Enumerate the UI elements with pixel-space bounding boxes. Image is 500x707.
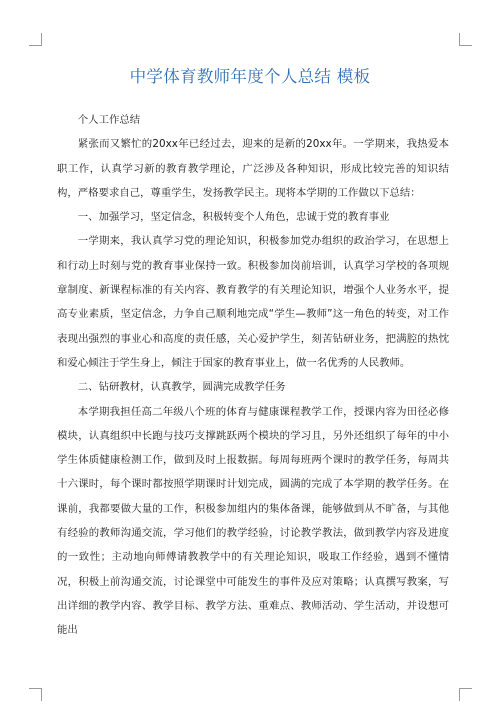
section-heading-2: 二、钻研教材，认真教学，圆满完成教学任务: [77, 381, 286, 394]
section-label: 个人工作总结: [77, 114, 141, 126]
crop-mark-bottom-right: [459, 688, 472, 701]
body-paragraph-2: 本学期我担任高二年级八个班的体育与健康课程教学工作，授课内容为田径必修模块，认真组织中长跑与技巧支撑跳跃两个模块的学习且，另外还组织了每年的中小学生体质健康检测工作，做到及时上报数据。每周每班两个课时的教学任务，每周共十六课时，每个课时都按照学期课时计划完成，圆满的完成了本学期的教学任务。在课前，我都要做大量的工作，积极参加组内的集体备课，能够做到从不旷备，与其他有经验的教师沟通交流，学习他们的教学经验，讨论教学教法，做到教学内容及进度的一致性；主动地向师傅请教教学中的有关理论知识，吸取工作经验，遇到不懂情况，积极上前沟通交流，讨论课堂中可能发生的事件及应对策略；认真撰写教案，写出详细的教学内容、教学目标、教学方法、重难点、教师活动、学生活动，并设想可能出: [57, 405, 449, 637]
crop-mark-bottom-left: [29, 688, 42, 701]
intro-paragraph: 紧张而又繁忙的20xx年已经过去，迎来的是新的20xx年。一学期来，我热爱本职工作，认真学习新的教育教学理论，广泛涉及各种知识，形成比较完善的知识结构，严格要求自己，尊重学生，发扬教学民主。现将本学期的工作做以下总结：: [57, 138, 449, 199]
document-body: [57, 108, 449, 643]
crop-mark-top-left: [29, 33, 42, 46]
crop-mark-top-right: [459, 33, 472, 46]
section-heading-1: 一、加强学习，坚定信念，积极转变个人角色，忠诚于党的教育事业: [77, 211, 390, 224]
body-paragraph-1: 一学期来，我认真学习党的理论知识，积极参加党办组织的政治学习，在思想上和行动上时刻与党的教育事业保持一致。积极参加岗前培训，认真学习学校的各项规章制度、新课程标准的有关内容、教育教学的有关理论知识，增强个人业务水平，提高专业素质，坚定信念，力争自己顺利地完成“学生—教师”这一角色的转变，对工作表现出强烈的事业心和高度的责任感，关心爱护学生，刻苦钻研业务，把满腔的热忱和爱心倾注于学生身上，倾注于国家的教育事业上，做一名优秀的人民教师。: [57, 235, 449, 369]
document-title: 中学体育教师年度个人总结 模板: [129, 67, 371, 86]
